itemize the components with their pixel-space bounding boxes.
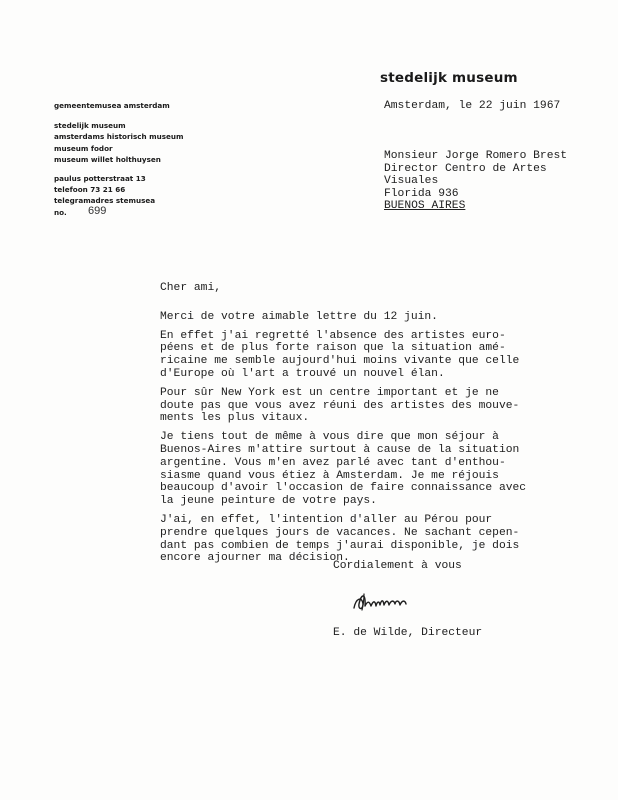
reference-number xyxy=(54,205,107,217)
closing: Cordialement à vous xyxy=(333,560,462,572)
sender-block xyxy=(54,100,184,207)
museum-item: museum willet holthuysen xyxy=(54,154,161,164)
sender-phone: telefoon 73 21 66 xyxy=(54,185,126,195)
body-line: d'Europe où l'art a trouvé un nouvel élan. xyxy=(160,367,445,380)
recipient-city: BUENOS AIRES xyxy=(384,200,466,213)
sender-street: paulus potterstraat 13 xyxy=(54,174,146,184)
recipient-line: Director Centro de Artes xyxy=(384,162,547,175)
body-line: siasme quand vous étiez à Amsterdam. Je me réjouis xyxy=(160,469,499,482)
body-line: Buenos-Aires m'attire surtout à cause de la situation xyxy=(160,443,520,456)
body-line: la jeune peinture de votre pays. xyxy=(160,495,377,508)
museum-item: amsterdams historisch museum xyxy=(54,132,184,142)
body-line: ricaine me semble aujourd'hui moins vivante que celle xyxy=(160,355,520,368)
body-line: encore ajourner ma décision. xyxy=(160,552,350,565)
museum-item: museum fodor xyxy=(54,143,113,153)
sender-org: gemeentemusea amsterdam xyxy=(54,101,170,110)
body-line: prendre quelques jours de vacances. Ne sachant cepen- xyxy=(160,526,520,539)
signature-mark xyxy=(350,588,420,618)
paragraph xyxy=(160,311,580,324)
recipient-address xyxy=(384,150,567,213)
recipient-line: Visuales xyxy=(384,175,439,188)
paragraph xyxy=(160,514,580,565)
body-line: ments les plus vitaux. xyxy=(160,412,310,425)
paragraph xyxy=(160,330,580,381)
paragraph xyxy=(160,431,580,508)
reference-value: 699 xyxy=(88,205,107,217)
body-line: J'ai, en effet, l'intention d'aller au Pérou pour xyxy=(160,513,493,526)
body-line: Je tiens tout de même à vous dire que mon séjour à xyxy=(160,431,499,444)
signer-name: E. de Wilde, Directeur xyxy=(333,627,483,639)
body-line: beaucoup d'avoir l'occasion de faire connaissance avec xyxy=(160,482,527,495)
body-line: Pour sûr New York est un centre important et je ne xyxy=(160,386,499,399)
salutation: Cher ami, xyxy=(160,282,222,294)
recipient-line: Florida 936 xyxy=(384,187,459,200)
sender-telegram: telegramadres stemusea xyxy=(54,196,156,206)
date-line: Amsterdam, le 22 juin 1967 xyxy=(384,100,561,112)
recipient-line: Monsieur Jorge Romero Brest xyxy=(384,150,568,162)
letter-body xyxy=(160,282,580,571)
museum-item: stedelijk museum xyxy=(54,121,126,131)
body-line: doute pas que vous avez réuni des artistes des mouve- xyxy=(160,399,520,412)
body-line: argentine. Vous m'en avez parlé avec tant d'enthou- xyxy=(160,456,506,469)
body-line: dant pas combien de temps j'aurai disponible, je dois xyxy=(160,539,520,552)
letterhead-title: stedelijk museum xyxy=(380,70,518,86)
body-line: péens et de plus forte raison que la situation amé- xyxy=(160,342,506,355)
body-line: En effet j'ai regretté l'absence des artistes euro- xyxy=(160,329,506,342)
reference-label: no. xyxy=(54,208,67,217)
body-line: Merci de votre aimable lettre du 12 juin. xyxy=(160,310,438,323)
paragraph xyxy=(160,387,580,425)
